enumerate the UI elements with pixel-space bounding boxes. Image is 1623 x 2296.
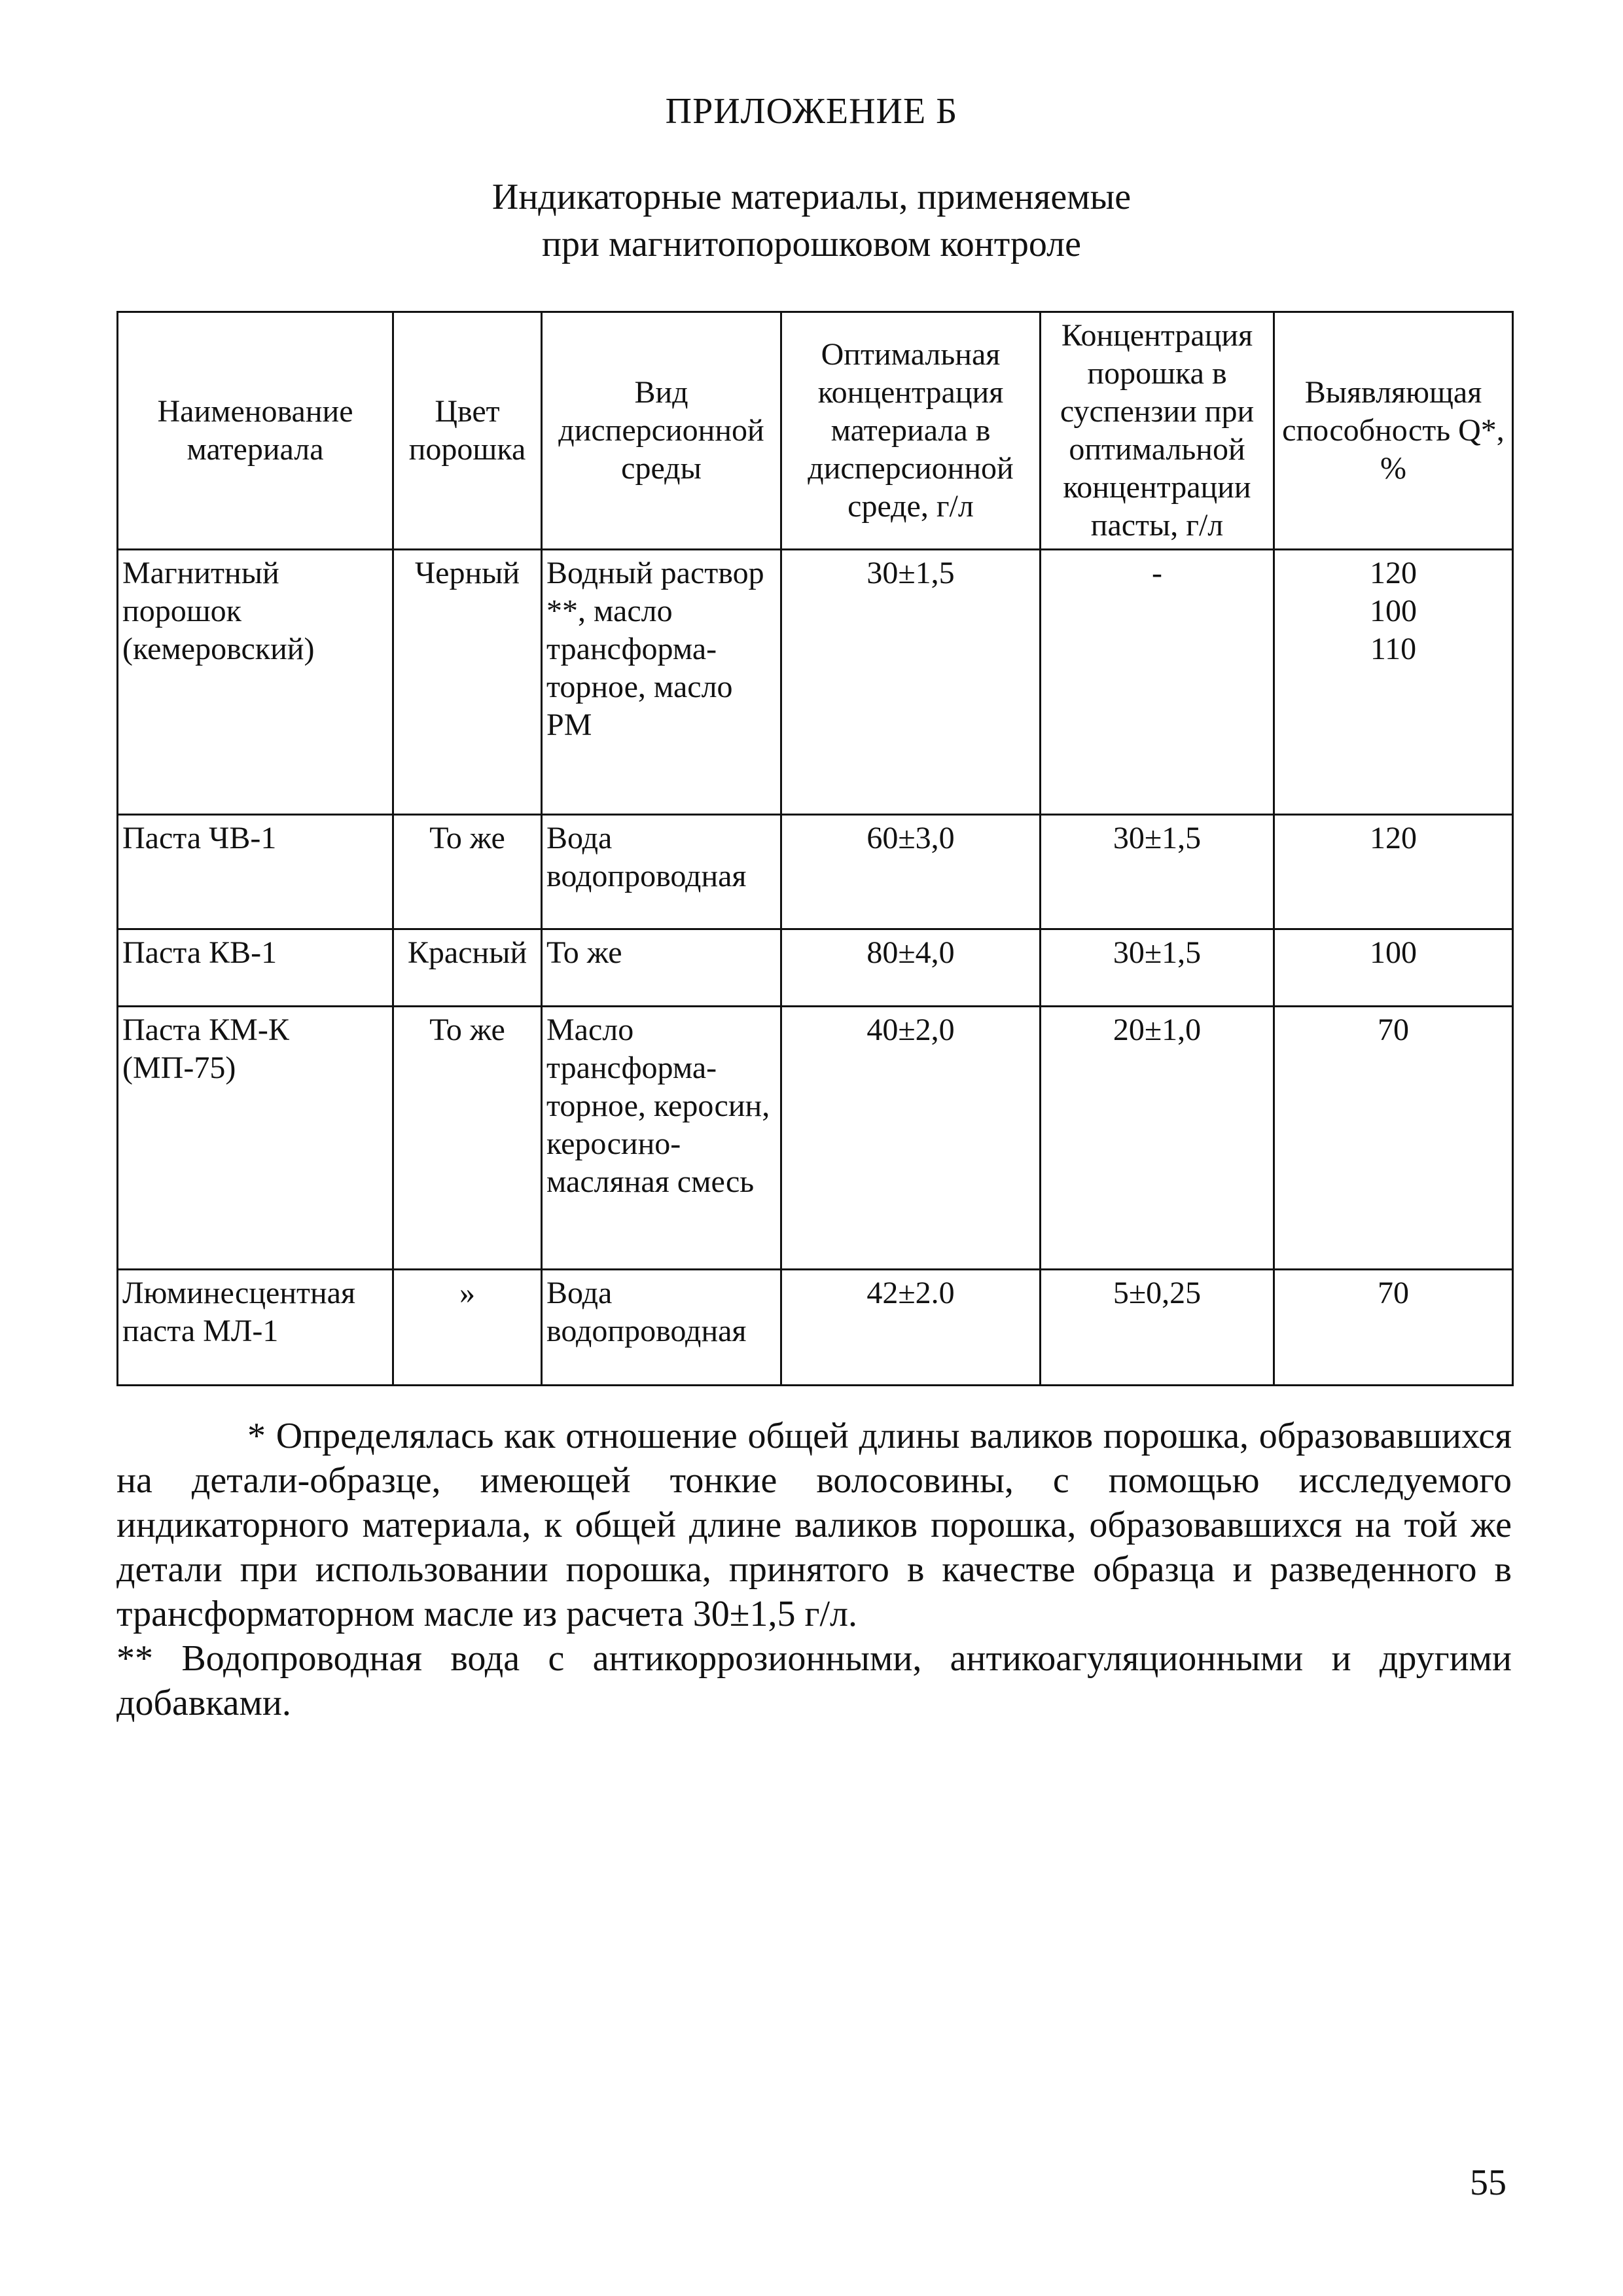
table-row [118, 929, 1513, 1007]
cell-dispersion-medium: Масло трансформа-торное, керосин, керосино-масляная смесь [542, 1007, 781, 1270]
cell-material-name: Люминесцентная паста МЛ-1 [118, 1270, 393, 1386]
cell-dispersion-medium: Вода водопроводная [542, 1270, 781, 1386]
cell-dispersion-medium: Водный раствор **, масло трансформа-торное, масло РМ [542, 550, 781, 815]
table-row [118, 1270, 1513, 1386]
ability-value: 70 [1378, 1276, 1409, 1310]
cell-dispersion-medium: Вода водопроводная [542, 815, 781, 929]
cell-detection-ability [1274, 815, 1513, 929]
cell-powder-color: Красный [393, 929, 542, 1007]
footnote-detection-ability: * Определялась как отношение общей длины валиков порошка, образовавшихся на детали-образце, имеющей тонкие волосовины, с помощью исследуемого индикаторного материала, к общей длине валиков порошка, образовавшихся на той же детали при использовании порошка, принятого в качестве образца и разведенного в трансформаторном масле из расчета 30±1,5 г/л. [116, 1416, 1512, 1634]
table-caption-line-2: при магнитопорошковом контроле [542, 224, 1081, 264]
appendix-title: ПРИЛОЖЕНИЕ Б [665, 91, 958, 132]
table-row [118, 1007, 1513, 1270]
header-powder-concentration: Концентрация порошка в суспензии при оптимальной концентрации пасты, г/л [1041, 312, 1274, 550]
cell-material-name: Магнитный порошок (кемеровский) [118, 550, 393, 815]
cell-detection-ability [1274, 929, 1513, 1007]
cell-material-name: Паста КМ-К (МП-75) [118, 1007, 393, 1270]
cell-detection-ability [1274, 1007, 1513, 1270]
footnote-tap-water: ** Водопроводная вода с антикоррозионными, антикоагуляционными и другими добавками. [116, 1638, 1512, 1723]
cell-powder-color: То же [393, 815, 542, 929]
ability-value: 120 [1370, 821, 1417, 855]
header-detection-ability: Выявляющая способность Q*, % [1274, 312, 1513, 550]
cell-detection-ability [1274, 550, 1513, 815]
cell-powder-concentration: 20±1,0 [1041, 1007, 1274, 1270]
cell-detection-ability [1274, 1270, 1513, 1386]
ability-value: 100 [1370, 594, 1417, 628]
ability-value: 120 [1370, 556, 1417, 590]
table-header-row [118, 312, 1513, 550]
cell-powder-concentration: 30±1,5 [1041, 929, 1274, 1007]
cell-dispersion-medium: То же [542, 929, 781, 1007]
cell-optimal-concentration: 42±2.0 [781, 1270, 1041, 1386]
header-material-name: Наименование материала [118, 312, 393, 550]
table-row [118, 550, 1513, 815]
cell-powder-concentration: 30±1,5 [1041, 815, 1274, 929]
ability-value: 110 [1370, 632, 1417, 666]
footnotes [116, 1414, 1512, 1725]
table-caption [0, 173, 1623, 268]
header-dispersion-medium: Вид дисперсионной среды [542, 312, 781, 550]
header-optimal-concentration: Оптимальная концентрация материала в дисперсионной среде, г/л [781, 312, 1041, 550]
cell-powder-color: » [393, 1270, 542, 1386]
cell-powder-concentration: 5±0,25 [1041, 1270, 1274, 1386]
cell-powder-concentration: - [1041, 550, 1274, 815]
cell-optimal-concentration: 60±3,0 [781, 815, 1041, 929]
ability-value: 70 [1378, 1013, 1409, 1047]
table-row [118, 815, 1513, 929]
cell-optimal-concentration: 80±4,0 [781, 929, 1041, 1007]
indicator-materials-table [116, 311, 1514, 1386]
cell-powder-color: То же [393, 1007, 542, 1270]
cell-optimal-concentration: 30±1,5 [781, 550, 1041, 815]
page-number: 55 [1470, 2162, 1507, 2203]
cell-material-name: Паста ЧВ-1 [118, 815, 393, 929]
ability-value: 100 [1370, 935, 1417, 970]
header-powder-color: Цвет порошка [393, 312, 542, 550]
cell-powder-color: Черный [393, 550, 542, 815]
cell-optimal-concentration: 40±2,0 [781, 1007, 1041, 1270]
table-caption-line-1: Индикаторные материалы, применяемые [491, 177, 1132, 217]
cell-material-name: Паста КВ-1 [118, 929, 393, 1007]
